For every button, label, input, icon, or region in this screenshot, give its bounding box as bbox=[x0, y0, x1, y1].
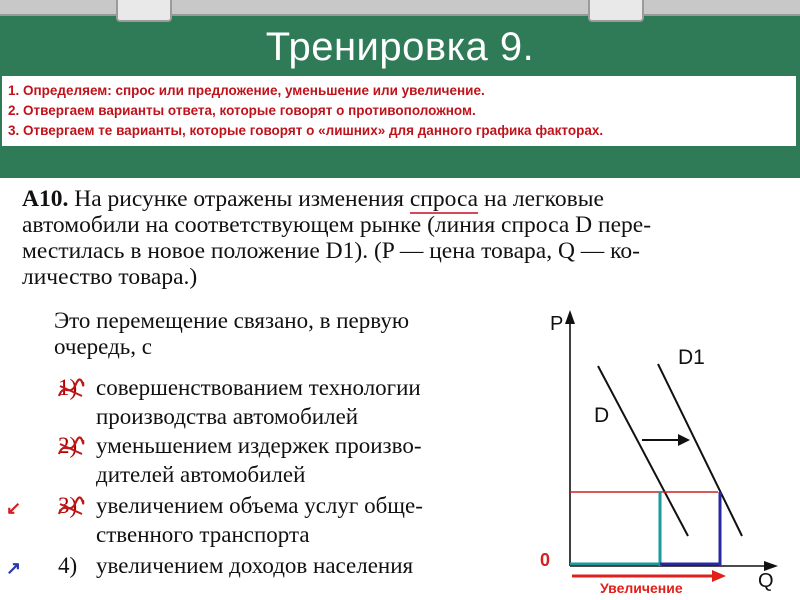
option-text-line-2: ственного транспорта bbox=[96, 522, 310, 547]
task-line-1-text: На рисунке отражены изменения bbox=[68, 186, 410, 212]
demand-curve-d bbox=[598, 366, 688, 536]
task-line-3: местилась в новое положение D1). (P — цена товара, Q — ко- bbox=[22, 238, 640, 264]
increase-arrow-head-icon bbox=[712, 570, 726, 582]
slide-title: Тренировка 9. bbox=[265, 25, 535, 69]
option-text-line-2: дителей автомобилей bbox=[96, 462, 306, 487]
origin-label: 0 bbox=[540, 550, 551, 570]
rules-box bbox=[2, 76, 796, 146]
option-number: 2) bbox=[58, 433, 78, 458]
x-axis-label: Q bbox=[758, 570, 774, 592]
strike-mark-icon bbox=[56, 378, 86, 400]
rule-3: 3. Отвергаем те варианты, которые говорят о «лишних» для данного графика факторах. bbox=[8, 123, 604, 138]
option-text-line-2: производства автомобилей bbox=[96, 404, 359, 429]
board-clip-right bbox=[588, 0, 644, 22]
task-line-1 bbox=[22, 186, 780, 212]
option-number: 3) bbox=[58, 493, 78, 518]
demand-shift-graph bbox=[536, 300, 796, 600]
y-axis-arrow-icon bbox=[565, 310, 575, 324]
stem-line-1: Это перемещение связано, в первую bbox=[54, 308, 409, 333]
rule-1: 1. Определяем: спрос или предложение, уменьшение или увеличение. bbox=[8, 83, 485, 98]
option-number: 4) bbox=[58, 553, 78, 578]
increase-label: Увеличение bbox=[600, 580, 683, 596]
arrow-down-left-icon: ↙ bbox=[6, 498, 22, 518]
task-line-2: автомобили на соответствующем рынке (линия спроса D пере- bbox=[22, 212, 652, 238]
underlined-word: спроса bbox=[409, 186, 479, 212]
arrow-up-right-icon: ↗ bbox=[6, 558, 22, 578]
y-axis-label: P bbox=[550, 313, 564, 335]
board-clip-left bbox=[116, 0, 172, 22]
option-text-line-1: уменьшением издержек произво- bbox=[96, 433, 422, 458]
option-text-line-1: увеличением доходов населения bbox=[96, 553, 414, 578]
question-stem bbox=[54, 308, 409, 360]
option-text-line-1: совершенствованием технологии bbox=[96, 375, 421, 400]
demand-label: D bbox=[594, 404, 610, 427]
task-line-4: личество товара.) bbox=[22, 264, 198, 290]
stem-line-2: очередь, с bbox=[54, 334, 152, 359]
option-number: 1) bbox=[58, 375, 78, 400]
task-label: А10. bbox=[22, 186, 69, 212]
strike-mark-icon bbox=[56, 496, 86, 518]
strike-mark-icon bbox=[56, 436, 86, 458]
option-text-line-1: увеличением объема услуг обще- bbox=[96, 493, 423, 518]
chalkboard-header bbox=[0, 0, 800, 178]
task-line-1-end: на легковые bbox=[478, 186, 604, 212]
rule-2: 2. Отвергаем варианты ответа, которые говорят о противоположном. bbox=[8, 103, 476, 118]
demand-curve-d1 bbox=[658, 364, 742, 536]
demand-new-label: D1 bbox=[678, 346, 705, 369]
task-text bbox=[22, 186, 780, 290]
shift-arrow-head-icon bbox=[678, 434, 690, 446]
